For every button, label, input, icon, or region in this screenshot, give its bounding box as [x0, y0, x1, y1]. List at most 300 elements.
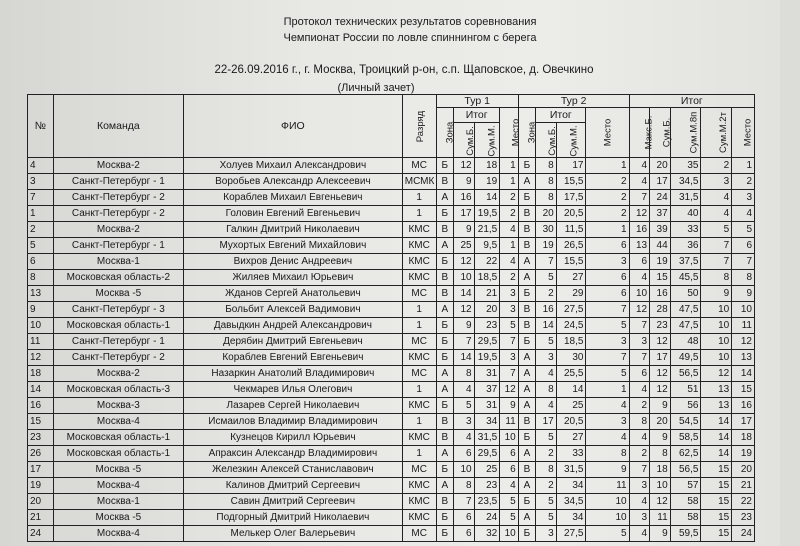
cell-summ8p: 58: [670, 510, 701, 526]
cell-t2-mesto: 7: [586, 302, 629, 318]
cell-num: 12: [28, 350, 54, 366]
cell-t1-mesto: 5: [500, 510, 518, 526]
cell-num: 6: [28, 254, 54, 270]
cell-t2-sumb: 3: [536, 526, 557, 542]
cell-t2-zona: Б: [518, 430, 535, 446]
cell-t2-mesto: 6: [586, 270, 629, 286]
cell-t1-sumb: 6: [454, 510, 475, 526]
cell-mesto: 7: [732, 254, 755, 270]
cell-t1-summ: 18: [474, 158, 500, 174]
table-row: [28, 174, 755, 190]
cell-t1-mesto: 10: [500, 526, 518, 542]
cell-summ2t: 9: [701, 286, 732, 302]
cell-t2-mesto: 3: [586, 334, 629, 350]
cell-t1-sumb: 14: [454, 286, 475, 302]
cell-rank: КМС: [402, 430, 436, 446]
table-row: [28, 430, 755, 446]
cell-mesto: 20: [732, 462, 755, 478]
cell-summ8p: 34,5: [670, 174, 701, 190]
cell-sumb: 18: [650, 462, 671, 478]
cell-t1-sumb: 12: [454, 158, 475, 174]
cell-t1-mesto: 7: [500, 334, 518, 350]
cell-summ8p: 45,5: [670, 270, 701, 286]
cell-rank: МС: [402, 334, 436, 350]
cell-summ8p: 35: [670, 158, 701, 174]
cell-t2-zona: А: [518, 382, 535, 398]
cell-t1-zona: В: [436, 494, 453, 510]
cell-fio: Подгорный Дмитрий Николаевич: [184, 510, 403, 526]
cell-team: Москва-4: [53, 478, 183, 494]
cell-fio: Лазарев Сергей Николаевич: [184, 398, 403, 414]
cell-sumb: 20: [650, 414, 671, 430]
cell-summ2t: 15: [701, 526, 732, 542]
cell-t1-mesto: 3: [500, 350, 518, 366]
cell-t2-sumb: 4: [536, 398, 557, 414]
cell-t2-sumb: 2: [536, 478, 557, 494]
cell-t1-zona: Б: [436, 254, 453, 270]
cell-t2-zona: В: [518, 414, 535, 430]
cell-num: 11: [28, 334, 54, 350]
col-summ8p: Сум.М.8п: [670, 108, 701, 158]
cell-t2-summ: 17,5: [556, 190, 586, 206]
cell-t2-zona: Б: [518, 190, 535, 206]
cell-team: Москва -5: [53, 462, 183, 478]
cell-sumb: 9: [650, 398, 671, 414]
cell-t2-zona: А: [518, 478, 535, 494]
cell-team: Москва-2: [53, 222, 183, 238]
cell-t1-summ: 18,5: [474, 270, 500, 286]
cell-summ2t: 3: [701, 174, 732, 190]
cell-summ2t: 7: [701, 238, 732, 254]
cell-summ8p: 47,5: [670, 318, 701, 334]
cell-t2-sumb: 5: [536, 270, 557, 286]
table-row: [28, 366, 755, 382]
cell-rank: КМС: [402, 494, 436, 510]
cell-summ8p: 37,5: [670, 254, 701, 270]
event-dates-location: 22-26.09.2016 г., г. Москва, Троицкий р-он, с.п. Щаповское, д. Овечкино: [214, 64, 594, 76]
cell-t2-zona: Б: [518, 334, 535, 350]
cell-num: 7: [28, 190, 54, 206]
cell-mesto: 21: [732, 478, 755, 494]
cell-sumb: 19: [650, 254, 671, 270]
cell-fio: Воробьев Александр Алексеевич: [184, 174, 403, 190]
table-row: [28, 318, 755, 334]
cell-summ2t: 13: [701, 398, 732, 414]
cell-rank: МС: [402, 366, 436, 382]
cell-rank: МС: [402, 158, 436, 174]
cell-num: 10: [28, 318, 54, 334]
cell-t2-sumb: 3: [536, 350, 557, 366]
cell-mesto: 12: [732, 334, 755, 350]
cell-t1-zona: В: [436, 414, 453, 430]
cell-t1-summ: 19,5: [474, 206, 500, 222]
cell-t2-summ: 20,5: [556, 414, 586, 430]
cell-t2-mesto: 10: [586, 494, 629, 510]
cell-summ2t: 10: [701, 318, 732, 334]
cell-t1-zona: Б: [436, 158, 453, 174]
col-maxb: Макс.Б.: [629, 108, 650, 158]
cell-t2-summ: 27: [556, 270, 586, 286]
cell-fio: Назаркин Анатолий Владимирович: [184, 366, 403, 382]
cell-t1-mesto: 11: [500, 414, 518, 430]
cell-t1-sumb: 12: [454, 254, 475, 270]
cell-num: 17: [28, 462, 54, 478]
cell-t2-zona: А: [518, 510, 535, 526]
cell-t2-zona: В: [518, 462, 535, 478]
col-t2-sumb: Сум.Б.: [536, 123, 557, 158]
cell-t2-zona: Б: [518, 526, 535, 542]
cell-sumb: 39: [650, 222, 671, 238]
cell-rank: КМС: [402, 478, 436, 494]
cell-t2-summ: 15,5: [556, 254, 586, 270]
cell-t1-sumb: 17: [454, 206, 475, 222]
col-rank: Разряд: [402, 95, 436, 158]
cell-t1-summ: 19,5: [474, 350, 500, 366]
cell-mesto: 2: [732, 174, 755, 190]
cell-t1-summ: 20: [474, 302, 500, 318]
cell-t1-summ: 9,5: [474, 238, 500, 254]
cell-t2-mesto: 7: [586, 350, 629, 366]
cell-t1-sumb: 6: [454, 526, 475, 542]
cell-team: Московская область-1: [53, 430, 183, 446]
cell-t2-zona: А: [518, 254, 535, 270]
cell-t2-sumb: 16: [536, 302, 557, 318]
cell-maxb: 4: [629, 174, 650, 190]
cell-sumb: 12: [650, 366, 671, 382]
cell-team: Москва-1: [53, 494, 183, 510]
cell-t1-sumb: 9: [454, 222, 475, 238]
col-t2-itog: Итог: [536, 108, 586, 123]
cell-rank: КМС: [402, 510, 436, 526]
cell-summ2t: 4: [701, 206, 732, 222]
cell-t2-sumb: 8: [536, 174, 557, 190]
cell-t1-mesto: 2: [500, 190, 518, 206]
cell-team: Москва-2: [53, 158, 183, 174]
cell-summ8p: 50: [670, 286, 701, 302]
cell-t1-zona: А: [436, 382, 453, 398]
cell-summ8p: 47,5: [670, 302, 701, 318]
cell-num: 16: [28, 398, 54, 414]
cell-t2-mesto: 4: [586, 430, 629, 446]
cell-summ8p: 36: [670, 238, 701, 254]
table-row: [28, 270, 755, 286]
cell-summ2t: 15: [701, 494, 732, 510]
cell-t2-mesto: 5: [586, 526, 629, 542]
cell-summ8p: 40: [670, 206, 701, 222]
cell-team: Санкт-Петербург - 2: [53, 206, 183, 222]
cell-t2-sumb: 4: [536, 366, 557, 382]
cell-mesto: 6: [732, 238, 755, 254]
table-row: [28, 190, 755, 206]
cell-summ8p: 58,5: [670, 430, 701, 446]
cell-t2-zona: Б: [518, 494, 535, 510]
cell-sumb: 28: [650, 302, 671, 318]
cell-team: Москва-4: [53, 414, 183, 430]
cell-t1-zona: Б: [436, 350, 453, 366]
cell-t2-zona: В: [518, 222, 535, 238]
cell-t1-zona: В: [436, 430, 453, 446]
cell-summ2t: 14: [701, 446, 732, 462]
col-t2-mesto: Место: [586, 108, 629, 158]
cell-t1-mesto: 4: [500, 254, 518, 270]
cell-t1-mesto: 5: [500, 494, 518, 510]
cell-t2-sumb: 20: [536, 206, 557, 222]
cell-t2-zona: В: [518, 302, 535, 318]
cell-t2-mesto: 3: [586, 254, 629, 270]
cell-fio: Жиляев Михаил Юрьевич: [184, 270, 403, 286]
cell-t1-sumb: 3: [454, 414, 475, 430]
cell-t1-sumb: 6: [454, 446, 475, 462]
cell-t2-zona: Б: [518, 286, 535, 302]
cell-mesto: 22: [732, 494, 755, 510]
cell-t2-summ: 29: [556, 286, 586, 302]
table-row: [28, 446, 755, 462]
cell-maxb: 12: [629, 302, 650, 318]
cell-mesto: 13: [732, 350, 755, 366]
col-t1-itog: Итог: [454, 108, 500, 123]
cell-team: Санкт-Петербург - 1: [53, 334, 183, 350]
cell-maxb: 7: [629, 350, 650, 366]
cell-num: 9: [28, 302, 54, 318]
cell-t1-summ: 19: [474, 174, 500, 190]
cell-maxb: 13: [629, 238, 650, 254]
cell-t2-sumb: 5: [536, 430, 557, 446]
cell-t2-mesto: 3: [586, 414, 629, 430]
cell-maxb: 3: [629, 510, 650, 526]
cell-num: 5: [28, 238, 54, 254]
cell-t1-mesto: 2: [500, 206, 518, 222]
cell-t1-sumb: 7: [454, 494, 475, 510]
cell-fio: Мелькер Олег Валерьевич: [184, 526, 403, 542]
table-row: [28, 206, 755, 222]
col-t1-zona: Зона: [436, 108, 453, 158]
cell-t1-mesto: 10: [500, 430, 518, 446]
cell-t2-mesto: 10: [586, 510, 629, 526]
cell-rank: 1: [402, 206, 436, 222]
cell-maxb: 7: [629, 462, 650, 478]
cell-maxb: 3: [629, 334, 650, 350]
cell-maxb: 3: [629, 478, 650, 494]
cell-t1-zona: Б: [436, 318, 453, 334]
cell-sumb: 44: [650, 238, 671, 254]
cell-mesto: 19: [732, 446, 755, 462]
col-mesto: Место: [732, 108, 755, 158]
cell-sumb: 17: [650, 350, 671, 366]
cell-mesto: 8: [732, 270, 755, 286]
cell-summ8p: 33: [670, 222, 701, 238]
cell-t2-summ: 30: [556, 350, 586, 366]
col-num: №: [28, 95, 54, 158]
cell-t2-summ: 33: [556, 446, 586, 462]
cell-t1-summ: 31: [474, 398, 500, 414]
cell-t1-mesto: 5: [500, 318, 518, 334]
cell-summ8p: 31,5: [670, 190, 701, 206]
cell-fio: Кораблев Михаил Евгеньевич: [184, 190, 403, 206]
cell-mesto: 1: [732, 158, 755, 174]
cell-maxb: 2: [629, 446, 650, 462]
cell-t1-zona: Б: [436, 462, 453, 478]
col-team: Команда: [53, 95, 183, 158]
cell-t1-sumb: 4: [454, 430, 475, 446]
cell-summ8p: 51: [670, 382, 701, 398]
cell-t1-zona: Б: [436, 206, 453, 222]
cell-t1-sumb: 10: [454, 462, 475, 478]
cell-summ2t: 15: [701, 510, 732, 526]
col-t1-sumb: Сум.Б.: [454, 123, 475, 158]
cell-summ2t: 2: [701, 158, 732, 174]
cell-t1-zona: А: [436, 190, 453, 206]
cell-fio: Больбит Алексей Вадимович: [184, 302, 403, 318]
cell-num: 1: [28, 206, 54, 222]
table-row: [28, 526, 755, 542]
col-t2-summ: Сум.М.: [556, 123, 586, 158]
cell-team: Москва -5: [53, 510, 183, 526]
cell-summ2t: 14: [701, 430, 732, 446]
cell-t1-summ: 37: [474, 382, 500, 398]
cell-num: 18: [28, 366, 54, 382]
cell-t1-summ: 31,5: [474, 430, 500, 446]
cell-fio: Чекмарев Илья Олегович: [184, 382, 403, 398]
cell-t1-sumb: 9: [454, 174, 475, 190]
table-row: [28, 334, 755, 350]
cell-summ2t: 7: [701, 254, 732, 270]
cell-fio: Дерябин Дмитрий Евгеньевич: [184, 334, 403, 350]
cell-team: Санкт-Петербург - 3: [53, 302, 183, 318]
cell-maxb: 4: [629, 158, 650, 174]
cell-fio: Холуев Михаил Александрович: [184, 158, 403, 174]
cell-t2-summ: 14: [556, 382, 586, 398]
cell-sumb: 8: [650, 446, 671, 462]
cell-t1-summ: 21,5: [474, 222, 500, 238]
cell-fio: Давыдкин Андрей Александрович: [184, 318, 403, 334]
cell-t1-zona: В: [436, 270, 453, 286]
cell-t2-summ: 20,5: [556, 206, 586, 222]
cell-t2-sumb: 30: [536, 222, 557, 238]
cell-t1-sumb: 25: [454, 238, 475, 254]
cell-t2-mesto: 5: [586, 366, 629, 382]
cell-team: Санкт-Петербург - 2: [53, 190, 183, 206]
document-title: Протокол технических результатов соревнования: [283, 16, 537, 28]
cell-t2-summ: 11,5: [556, 222, 586, 238]
cell-summ2t: 5: [701, 222, 732, 238]
cell-mesto: 17: [732, 414, 755, 430]
col-summ2t: Сум.М.2т: [701, 108, 732, 158]
cell-team: Санкт-Петербург - 1: [53, 174, 183, 190]
cell-mesto: 18: [732, 430, 755, 446]
cell-sumb: 10: [650, 478, 671, 494]
cell-team: Санкт-Петербург - 2: [53, 350, 183, 366]
cell-t2-sumb: 19: [536, 238, 557, 254]
cell-fio: Вихров Денис Андреевич: [184, 254, 403, 270]
cell-t2-zona: А: [518, 366, 535, 382]
cell-t2-zona: А: [518, 174, 535, 190]
cell-fio: Жданов Сергей Анатольевич: [184, 286, 403, 302]
cell-t2-summ: 25,5: [556, 366, 586, 382]
cell-team: Московская область-1: [53, 318, 183, 334]
table-row: [28, 254, 755, 270]
cell-t1-zona: Б: [436, 526, 453, 542]
cell-mesto: 4: [732, 206, 755, 222]
cell-t2-summ: 26,5: [556, 238, 586, 254]
cell-maxb: 4: [629, 430, 650, 446]
col-tour2: Тур 2: [518, 95, 629, 108]
cell-t2-zona: А: [518, 446, 535, 462]
cell-maxb: 4: [629, 494, 650, 510]
cell-t2-mesto: 4: [586, 398, 629, 414]
cell-maxb: 10: [629, 286, 650, 302]
cell-summ2t: 15: [701, 462, 732, 478]
cell-t1-summ: 34: [474, 414, 500, 430]
cell-sumb: 24: [650, 190, 671, 206]
cell-t1-mesto: 3: [500, 302, 518, 318]
cell-sumb: 12: [650, 382, 671, 398]
cell-t2-summ: 24,5: [556, 318, 586, 334]
cell-t2-summ: 27: [556, 430, 586, 446]
cell-mesto: 16: [732, 398, 755, 414]
cell-t1-zona: А: [436, 302, 453, 318]
cell-summ2t: 8: [701, 270, 732, 286]
cell-num: 23: [28, 430, 54, 446]
cell-sumb: 9: [650, 430, 671, 446]
cell-num: 26: [28, 446, 54, 462]
cell-num: 13: [28, 286, 54, 302]
cell-t1-mesto: 3: [500, 286, 518, 302]
cell-t2-mesto: 1: [586, 382, 629, 398]
cell-mesto: 10: [732, 302, 755, 318]
cell-rank: КМС: [402, 398, 436, 414]
cell-rank: 1: [402, 302, 436, 318]
cell-t2-zona: В: [518, 238, 535, 254]
cell-t1-zona: Б: [436, 334, 453, 350]
cell-t1-summ: 32: [474, 526, 500, 542]
cell-maxb: 4: [629, 270, 650, 286]
cell-t2-summ: 34,5: [556, 494, 586, 510]
cell-rank: 1: [402, 318, 436, 334]
cell-t1-mesto: 1: [500, 238, 518, 254]
cell-summ8p: 58: [670, 494, 701, 510]
cell-t1-summ: 29,5: [474, 446, 500, 462]
cell-summ2t: 10: [701, 302, 732, 318]
cell-maxb: 6: [629, 366, 650, 382]
cell-t2-mesto: 6: [586, 286, 629, 302]
cell-t1-zona: А: [436, 366, 453, 382]
cell-maxb: 6: [629, 254, 650, 270]
cell-team: Москва-3: [53, 398, 183, 414]
cell-summ2t: 14: [701, 414, 732, 430]
cell-team: Московская область-3: [53, 382, 183, 398]
cell-t1-sumb: 10: [454, 270, 475, 286]
cell-summ8p: 56,5: [670, 366, 701, 382]
cell-t1-zona: Б: [436, 510, 453, 526]
cell-team: Москва-1: [53, 254, 183, 270]
cell-team: Санкт-Петербург - 1: [53, 238, 183, 254]
cell-t1-summ: 29,5: [474, 334, 500, 350]
cell-t2-mesto: 5: [586, 318, 629, 334]
cell-rank: МС: [402, 462, 436, 478]
table-row: [28, 238, 755, 254]
cell-sumb: 11: [650, 510, 671, 526]
cell-summ8p: 48: [670, 334, 701, 350]
cell-maxb: 4: [629, 382, 650, 398]
cell-summ8p: 59,5: [670, 526, 701, 542]
table-row: [28, 478, 755, 494]
table-row: [28, 302, 755, 318]
cell-mesto: 15: [732, 382, 755, 398]
cell-rank: 1: [402, 414, 436, 430]
cell-team: Москва-4: [53, 526, 183, 542]
cell-summ2t: 12: [701, 366, 732, 382]
col-total: Итог: [629, 95, 754, 108]
